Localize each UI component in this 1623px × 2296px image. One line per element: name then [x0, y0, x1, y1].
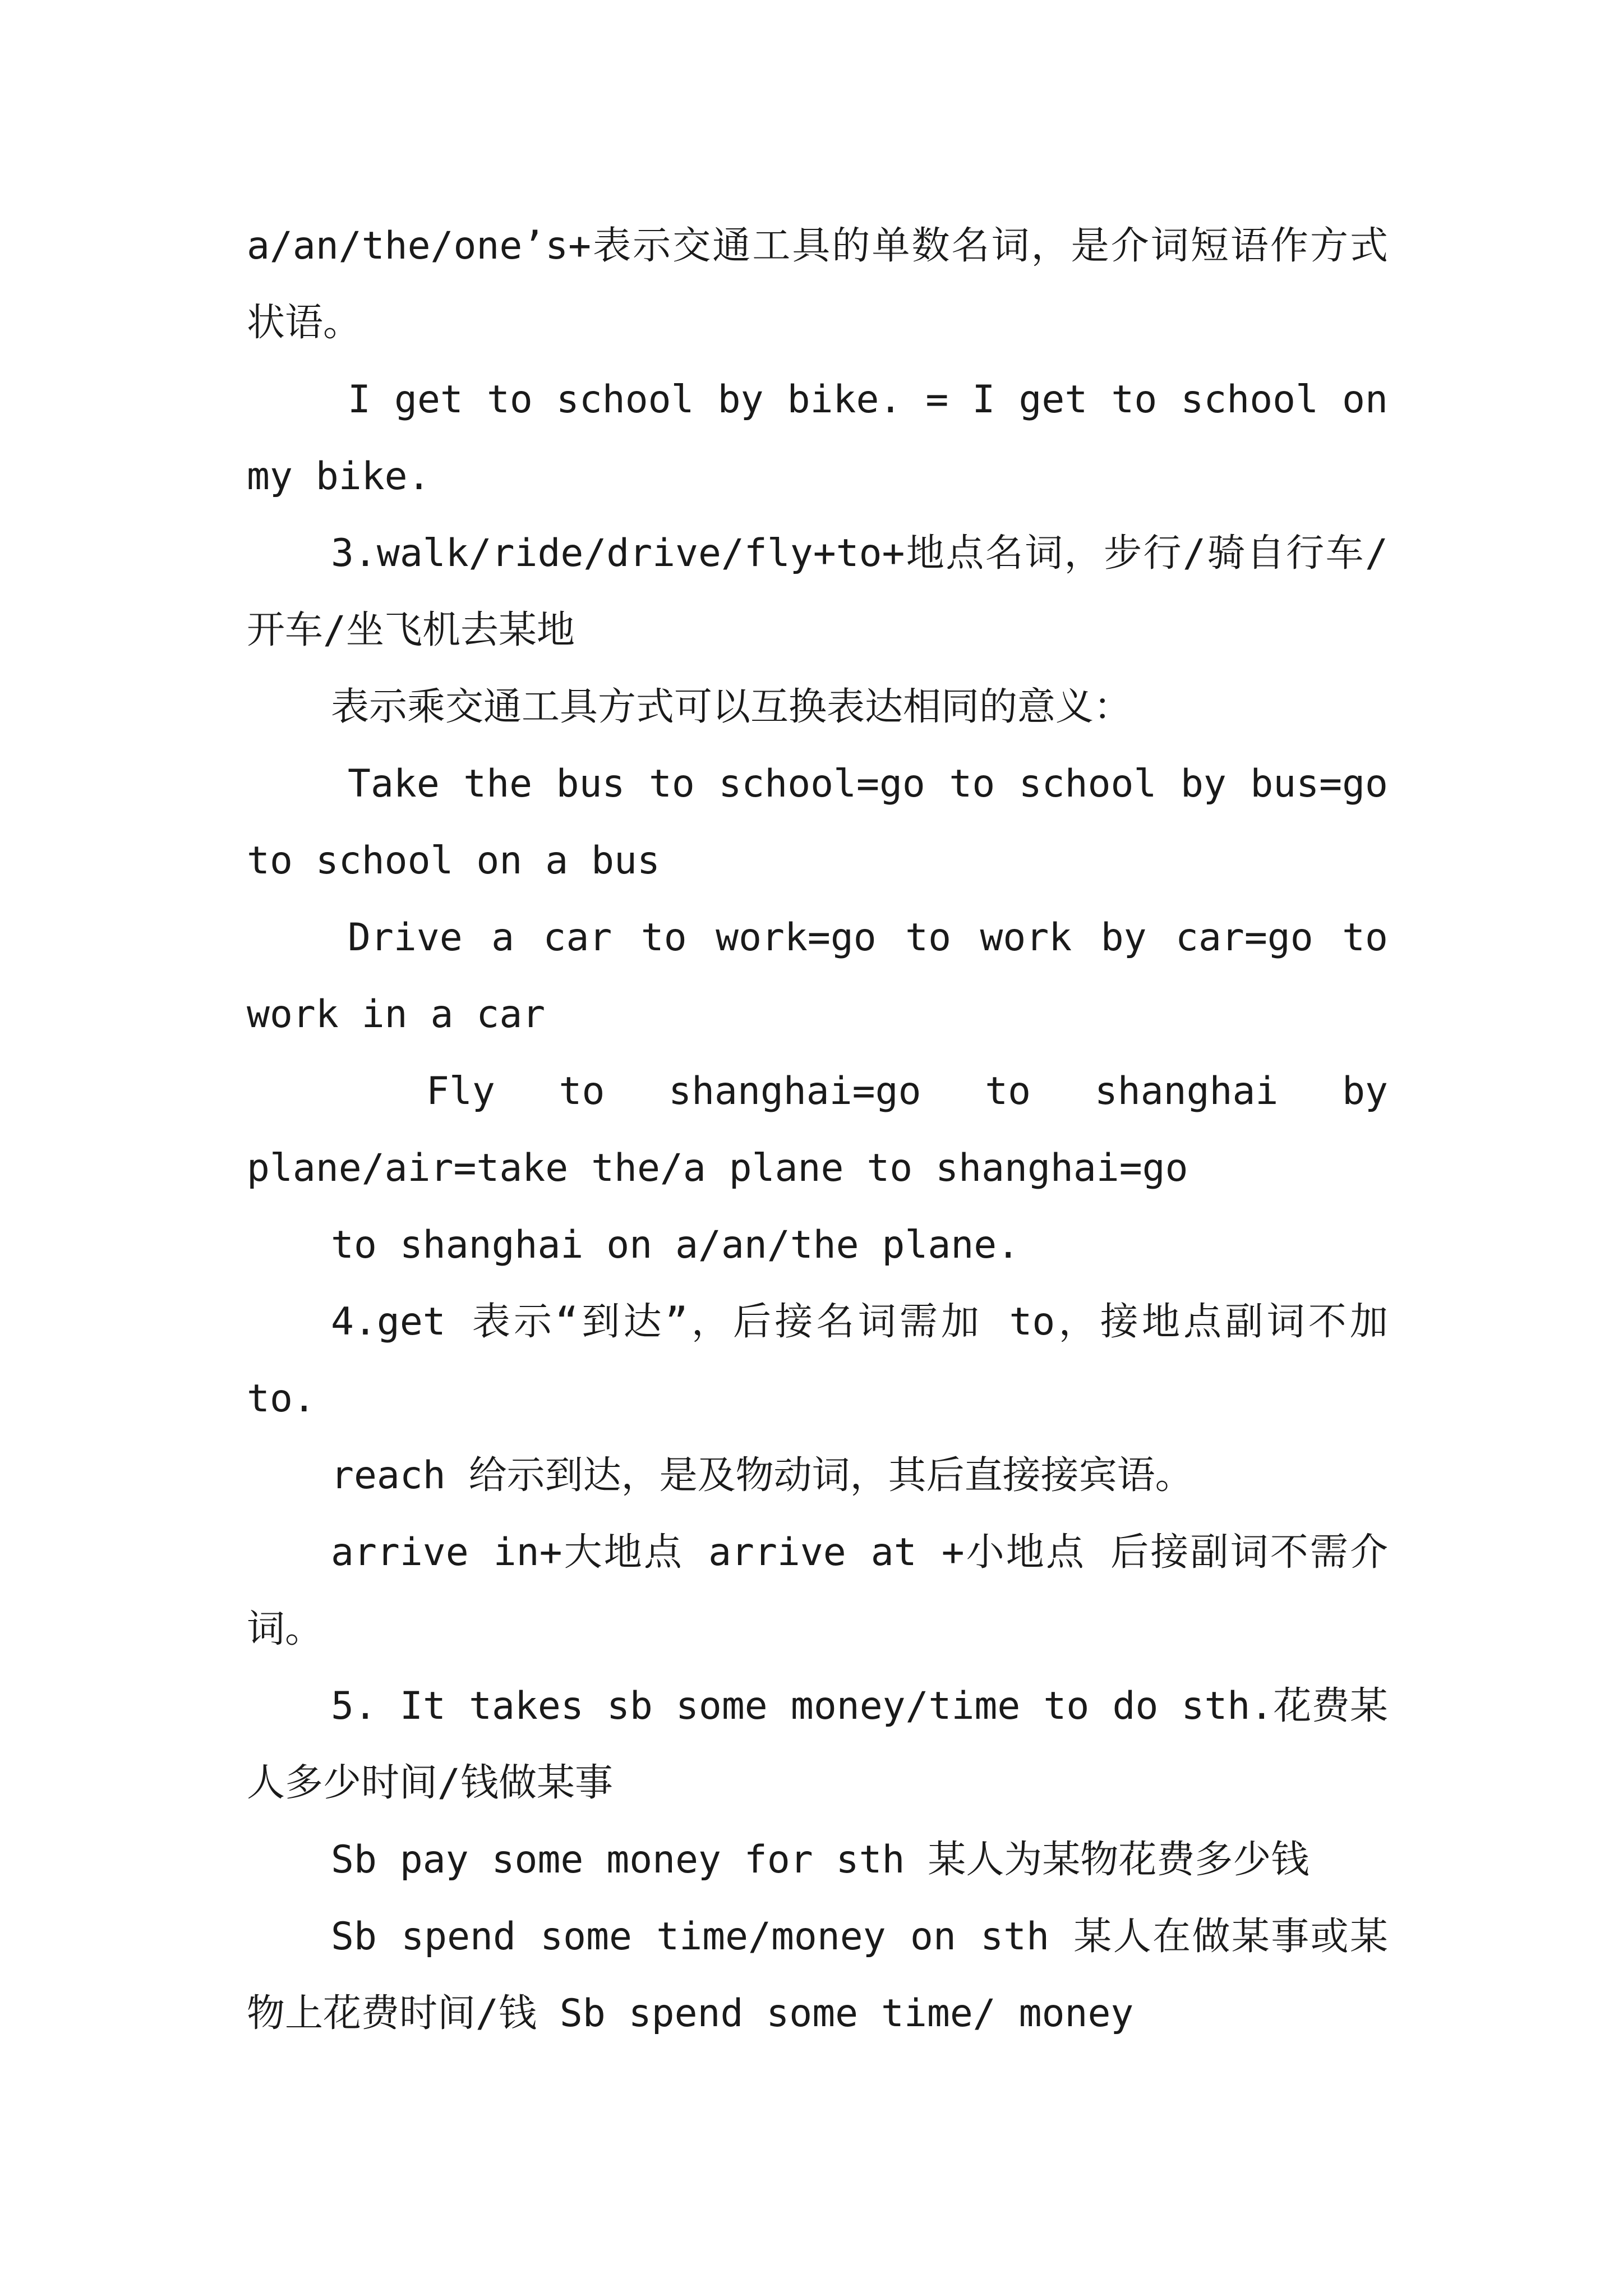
paragraph-1: a/an/the/one’s+表示交通工具的单数名词，是介词短语作方式状语。: [247, 224, 1388, 345]
paragraph-12: 5. It takes sb some money/time to do sth.花费某人多少时间/钱做某事: [247, 1684, 1388, 1805]
paragraph-9: 4.get 表示“到达”，后接名词需加 to，接地点副词不加 to.: [247, 1300, 1388, 1421]
paragraph-10: reach 给示到达，是及物动词，其后直接接宾语。: [331, 1453, 1193, 1498]
paragraph-14: Sb spend some time/money on sth 某人在做某事或某物上花费时间/钱 Sb spend some time/ money: [247, 1915, 1388, 2036]
paragraph-5: Take the bus to school=go to school by bus=go to school on a bus: [247, 762, 1388, 883]
paragraph-13: Sb pay some money for sth 某人为某物花费多少钱: [331, 1838, 1310, 1882]
paragraph-7: Fly to shanghai=go to shanghai by plane/air=take the/a plane to shanghai=go: [247, 1069, 1388, 1190]
paragraph-4: 表示乘交通工具方式可以互换表达相同的意义：: [331, 685, 1132, 729]
paragraph-6: Drive a car to work=go to work by car=go to work in a car: [247, 915, 1388, 1037]
paragraph-11: arrive in+大地点 arrive at +小地点 后接副词不需介词。: [247, 1530, 1388, 1651]
paragraph-8: to shanghai on a/an/the plane.: [331, 1223, 1020, 1267]
paragraph-2: I get to school by bike. = I get to school on my bike.: [247, 378, 1388, 499]
document-body: [247, 208, 1388, 2052]
paragraph-3: 3.walk/ride/drive/fly+to+地点名词，步行/骑自行车/开车/坐飞机去某地: [247, 531, 1388, 652]
